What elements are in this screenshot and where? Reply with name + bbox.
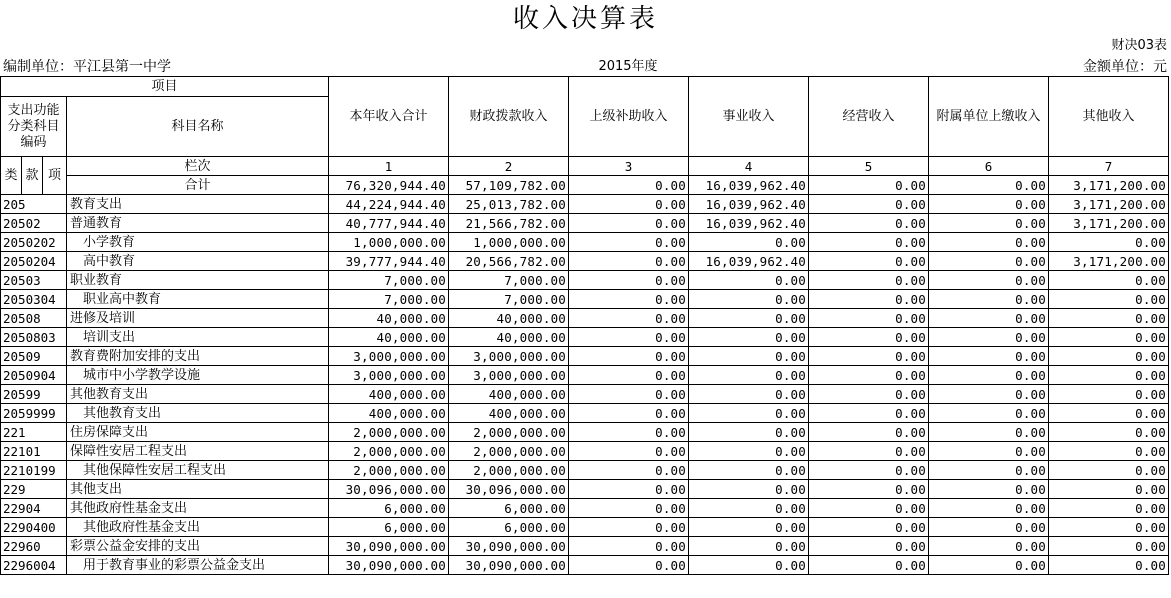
amount-cell: 0.00 [809,233,929,252]
amount-cell: 400,000.00 [329,404,449,423]
subject-code: 22904 [1,499,67,518]
amount-cell: 3,171,200.00 [1049,214,1169,233]
total-cell: 57,109,782.00 [449,176,569,195]
amount-cell: 0.00 [689,366,809,385]
table-row [1,518,1169,537]
amount-cell: 0.00 [929,309,1049,328]
amount-cell: 0.00 [929,214,1049,233]
amount-cell: 0.00 [929,461,1049,480]
amount-cell: 20,566,782.00 [449,252,569,271]
subject-name: 高中教育 [67,252,329,271]
amount-cell: 0.00 [689,271,809,290]
table-row [1,271,1169,290]
amount-cell: 40,777,944.40 [329,214,449,233]
subject-code: 2290400 [1,518,67,537]
column-header: 其他收入 [1049,77,1169,157]
amount-cell: 0.00 [569,233,689,252]
column-number: 6 [929,157,1049,176]
subject-code: 20508 [1,309,67,328]
total-row [1,176,1169,195]
subject-code: 22960 [1,537,67,556]
amount-cell: 0.00 [689,480,809,499]
amount-cell: 30,090,000.00 [329,537,449,556]
amount-cell: 16,039,962.40 [689,195,809,214]
subject-code: 20599 [1,385,67,404]
total-cell: 76,320,944.40 [329,176,449,195]
amount-cell: 39,777,944.40 [329,252,449,271]
subject-name: 教育支出 [67,195,329,214]
table-row [1,499,1169,518]
amount-cell: 0.00 [809,499,929,518]
amount-cell: 0.00 [569,499,689,518]
amount-cell: 0.00 [569,328,689,347]
total-cell: 0.00 [569,176,689,195]
amount-cell: 0.00 [809,347,929,366]
amount-cell: 0.00 [809,442,929,461]
amount-cell: 0.00 [1049,499,1169,518]
amount-cell: 0.00 [569,480,689,499]
amount-cell: 6,000.00 [329,518,449,537]
amount-cell: 2,000,000.00 [329,442,449,461]
subject-name: 其他政府性基金支出 [67,518,329,537]
amount-cell: 400,000.00 [449,385,569,404]
column-header: 财政拨款收入 [449,77,569,157]
amount-cell: 40,000.00 [329,328,449,347]
total-cell: 0.00 [809,176,929,195]
form-number: 财决03表 [1111,38,1167,53]
total-cell: 0.00 [929,176,1049,195]
table-row [1,290,1169,309]
amount-cell: 0.00 [569,537,689,556]
subject-name: 其他支出 [67,480,329,499]
column-header: 附属单位上缴收入 [929,77,1049,157]
amount-cell: 0.00 [1049,480,1169,499]
column-seq-label: 栏次 [67,157,329,176]
subject-name: 职业教育 [67,271,329,290]
amount-cell: 0.00 [689,328,809,347]
amount-cell: 0.00 [569,442,689,461]
amount-cell: 0.00 [809,309,929,328]
amount-cell: 7,000.00 [329,271,449,290]
subject-code: 2059999 [1,404,67,423]
amount-cell: 0.00 [569,518,689,537]
amount-cell: 0.00 [809,404,929,423]
fiscal-year: 2015年度 [598,59,658,74]
amount-cell: 0.00 [1049,556,1169,575]
amount-cell: 3,000,000.00 [449,347,569,366]
subject-name: 培训支出 [67,328,329,347]
amount-cell: 0.00 [1049,328,1169,347]
amount-cell: 0.00 [1049,404,1169,423]
table-row [1,252,1169,271]
amount-cell: 0.00 [569,556,689,575]
amount-cell: 0.00 [929,195,1049,214]
amount-cell: 0.00 [929,271,1049,290]
subject-code: 229 [1,480,67,499]
amount-cell: 0.00 [569,309,689,328]
amount-cell: 0.00 [1049,366,1169,385]
total-cell: 16,039,962.40 [689,176,809,195]
table-row [1,461,1169,480]
amount-cell: 0.00 [569,252,689,271]
subject-name: 其他政府性基金支出 [67,499,329,518]
subject-name: 彩票公益金安排的支出 [67,537,329,556]
amount-cell: 1,000,000.00 [329,233,449,252]
amount-cell: 0.00 [569,271,689,290]
amount-cell: 40,000.00 [329,309,449,328]
amount-cell: 0.00 [689,499,809,518]
column-number: 3 [569,157,689,176]
amount-cell: 0.00 [929,518,1049,537]
amount-cell: 7,000.00 [329,290,449,309]
table-row [1,537,1169,556]
amount-cell: 0.00 [689,290,809,309]
amount-cell: 2,000,000.00 [329,461,449,480]
subject-name: 其他教育支出 [67,404,329,423]
amount-cell: 0.00 [569,461,689,480]
table-row [1,233,1169,252]
amount-cell: 30,096,000.00 [449,480,569,499]
table-row [1,328,1169,347]
amount-cell: 0.00 [929,423,1049,442]
column-number: 2 [449,157,569,176]
amount-cell: 0.00 [929,499,1049,518]
amount-cell: 0.00 [929,233,1049,252]
amount-cell: 0.00 [689,309,809,328]
amount-cell: 0.00 [809,385,929,404]
table-row [1,423,1169,442]
amount-cell: 0.00 [809,537,929,556]
column-number: 1 [329,157,449,176]
amount-cell: 0.00 [929,385,1049,404]
subject-code: 2050803 [1,328,67,347]
subject-code: 20509 [1,347,67,366]
amount-cell: 1,000,000.00 [449,233,569,252]
column-number: 5 [809,157,929,176]
amount-cell: 0.00 [1049,271,1169,290]
amount-cell: 0.00 [929,442,1049,461]
amount-cell: 0.00 [809,195,929,214]
column-header: 事业收入 [689,77,809,157]
amount-cell: 6,000.00 [449,518,569,537]
amount-cell: 0.00 [809,556,929,575]
kuan-header: 款 [22,157,43,195]
amount-cell: 40,000.00 [449,328,569,347]
xiang-header: 项 [43,157,67,195]
amount-cell: 7,000.00 [449,290,569,309]
amount-cell: 0.00 [929,290,1049,309]
amount-cell: 6,000.00 [329,499,449,518]
amount-cell: 0.00 [1049,290,1169,309]
amount-cell: 0.00 [809,214,929,233]
column-header: 本年收入合计 [329,77,449,157]
subject-name: 城市中小学教学设施 [67,366,329,385]
amount-cell: 7,000.00 [449,271,569,290]
amount-cell: 21,566,782.00 [449,214,569,233]
amount-cell: 0.00 [1049,233,1169,252]
amount-cell: 0.00 [809,290,929,309]
total-cell: 3,171,200.00 [1049,176,1169,195]
amount-cell: 0.00 [809,366,929,385]
column-number: 7 [1049,157,1169,176]
amount-cell: 30,090,000.00 [329,556,449,575]
amount-cell: 44,224,944.40 [329,195,449,214]
amount-cell: 30,096,000.00 [329,480,449,499]
table-row [1,556,1169,575]
amount-cell: 2,000,000.00 [449,461,569,480]
amount-cell: 0.00 [569,366,689,385]
amount-cell: 0.00 [1049,347,1169,366]
amount-cell: 0.00 [929,252,1049,271]
table-row [1,404,1169,423]
amount-cell: 0.00 [689,556,809,575]
subject-code: 205 [1,195,67,214]
amount-cell: 0.00 [689,423,809,442]
table-row [1,214,1169,233]
subject-code: 2296004 [1,556,67,575]
amount-cell: 30,090,000.00 [449,537,569,556]
amount-cell: 0.00 [929,328,1049,347]
amount-cell: 6,000.00 [449,499,569,518]
amount-cell: 0.00 [929,347,1049,366]
amount-cell: 0.00 [929,556,1049,575]
subject-code: 2050304 [1,290,67,309]
page-title: 收入决算表 [512,4,658,34]
code-header: 支出功能分类科目编码 [1,97,67,157]
subject-name: 教育费附加安排的支出 [67,347,329,366]
subject-code: 20502 [1,214,67,233]
amount-cell: 0.00 [689,404,809,423]
amount-cell: 0.00 [809,461,929,480]
amount-cell: 400,000.00 [449,404,569,423]
subject-name: 住房保障支出 [67,423,329,442]
subject-name: 其他教育支出 [67,385,329,404]
subject-code: 20503 [1,271,67,290]
table-row [1,309,1169,328]
amount-cell: 0.00 [809,252,929,271]
subject-code: 221 [1,423,67,442]
reporting-unit: 编制单位：平江县第一中学 [3,59,171,75]
table-row [1,480,1169,499]
amount-cell: 3,171,200.00 [1049,195,1169,214]
amount-unit: 金额单位：元 [1083,59,1167,75]
amount-cell: 0.00 [569,423,689,442]
amount-cell: 0.00 [929,366,1049,385]
subject-name: 小学教育 [67,233,329,252]
amount-cell: 0.00 [569,214,689,233]
table-row [1,195,1169,214]
amount-cell: 3,000,000.00 [329,366,449,385]
amount-cell: 0.00 [569,195,689,214]
amount-cell: 40,000.00 [449,309,569,328]
amount-cell: 0.00 [1049,442,1169,461]
amount-cell: 0.00 [809,271,929,290]
amount-cell: 0.00 [689,461,809,480]
subject-name: 用于教育事业的彩票公益金支出 [67,556,329,575]
total-label: 合计 [67,176,329,195]
table-row [1,366,1169,385]
amount-cell: 0.00 [569,290,689,309]
amount-cell: 0.00 [929,537,1049,556]
column-header: 经营收入 [809,77,929,157]
table-row [1,347,1169,366]
amount-cell: 0.00 [569,404,689,423]
amount-cell: 0.00 [929,404,1049,423]
amount-cell: 400,000.00 [329,385,449,404]
amount-cell: 0.00 [1049,423,1169,442]
amount-cell: 0.00 [809,328,929,347]
amount-cell: 3,000,000.00 [329,347,449,366]
subject-name: 职业高中教育 [67,290,329,309]
subject-name: 保障性安居工程支出 [67,442,329,461]
table-row [1,385,1169,404]
amount-cell: 0.00 [1049,309,1169,328]
amount-cell: 0.00 [689,518,809,537]
amount-cell: 2,000,000.00 [449,442,569,461]
table-row [1,442,1169,461]
subject-code: 2210199 [1,461,67,480]
amount-cell: 0.00 [689,385,809,404]
amount-cell: 2,000,000.00 [449,423,569,442]
amount-cell: 0.00 [1049,461,1169,480]
amount-cell: 0.00 [689,347,809,366]
amount-cell: 0.00 [809,518,929,537]
amount-cell: 0.00 [929,480,1049,499]
amount-cell: 0.00 [569,385,689,404]
name-header: 科目名称 [67,97,329,157]
amount-cell: 16,039,962.40 [689,252,809,271]
amount-cell: 25,013,782.00 [449,195,569,214]
amount-cell: 30,090,000.00 [449,556,569,575]
amount-cell: 16,039,962.40 [689,214,809,233]
subject-name: 进修及培训 [67,309,329,328]
amount-cell: 0.00 [1049,385,1169,404]
amount-cell: 0.00 [689,233,809,252]
subject-code: 2050904 [1,366,67,385]
subject-code: 22101 [1,442,67,461]
column-header: 上级补助收入 [569,77,689,157]
amount-cell: 3,171,200.00 [1049,252,1169,271]
amount-cell: 2,000,000.00 [329,423,449,442]
amount-cell: 0.00 [1049,537,1169,556]
amount-cell: 0.00 [689,442,809,461]
subject-name: 普通教育 [67,214,329,233]
income-report-table [0,76,1169,575]
subject-code: 2050204 [1,252,67,271]
amount-cell: 0.00 [569,347,689,366]
amount-cell: 3,000,000.00 [449,366,569,385]
item-header: 项目 [1,77,329,97]
subject-name: 其他保障性安居工程支出 [67,461,329,480]
amount-cell: 0.00 [809,423,929,442]
amount-cell: 0.00 [689,537,809,556]
amount-cell: 0.00 [1049,518,1169,537]
lei-header: 类 [1,157,22,195]
subject-code: 2050202 [1,233,67,252]
column-number: 4 [689,157,809,176]
amount-cell: 0.00 [809,480,929,499]
